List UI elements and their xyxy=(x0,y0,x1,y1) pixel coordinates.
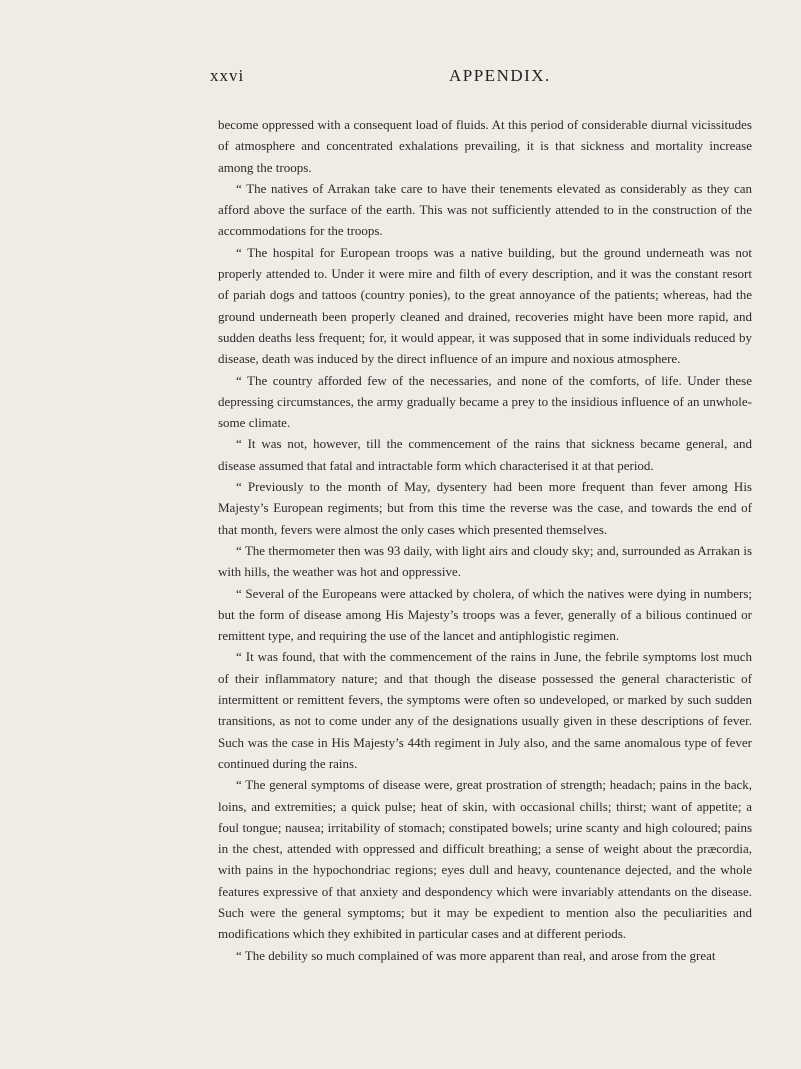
paragraph: “ The hospital for European troops was a native building, but the ground underneath was not properly attended to. Under it were mire and filth of every description, and it was the constant resort of pariah dogs and tattoos (country ponies), to the great annoyance of the patients; whereas, had the ground underneath been properly cleaned and drained, recoveries might have been more rapid, and sudden deaths less frequent; for, it would appear, it was supposed that in some individuals reduced by disease, death was induced by the direct influence of an impure and noxious atmosphere. xyxy=(218,244,752,367)
paragraph: “ Previously to the month of May, dysentery had been more frequent than fever among His Majesty’s European regiments; but from this time the reverse was the case, and towards the end of that month, fevers were almost the only cases which presented themselves. xyxy=(218,479,752,537)
paragraph: “ The country afforded few of the necessaries, and none of the comforts, of life. Under these depressing circumstances, the army gradually became a prey to the insidious influence of an unwholesome climate. xyxy=(218,372,752,431)
paragraph: “ The thermometer then was 93 daily, with light airs and cloudy sky; and, surrounded as Arrakan is with hills, the weather was hot and oppressive. xyxy=(218,542,752,580)
paragraph: “ The general symptoms of disease were, great prostration of strength; headach; pains in the back, loins, and extremities; a quick pulse; heat of skin, with occasional chills; thirst; want of appetite; a foul tongue; nausea; irritability of stomach; constipated bowels; urine scanty and high coloured; pains in the chest, attended with oppressed and difficult breathing; a sense of weight about the præcordia, with pains in the hypochondriac regions; eyes dull and heavy, countenance dejected, and the whole features expressive of that anxiety and despondency which were invariably attendants on the disease. Such were the general symptoms; but it may be expedient to mention also the peculiarities and modifications which they exhibited in particular cases and at different periods. xyxy=(218,777,752,942)
paragraph: “ Several of the Europeans were attacked by cholera, of which the natives were dying in numbers; but the form of disease among His Majesty’s troops was a fever, generally of a bilious continued or remittent type, and requiring the use of the lancet and antiphlogistic regimen. xyxy=(218,585,752,644)
paragraph: “ The debility so much complained of was more apparent than real, and arose from the great xyxy=(236,947,716,963)
page-number: xxvi xyxy=(210,66,245,85)
running-title: APPENDIX. xyxy=(449,66,551,85)
paragraph: “ It was not, however, till the commencement of the rains that sickness became general, and disease assumed that fatal and intractable form which characterised it at that period. xyxy=(218,436,752,473)
paragraph: “ It was found, that with the commencement of the rains in June, the febrile symptoms lost much of their inflammatory nature; and that though the disease possessed the general characteristic of intermittent or remittent fevers, the symptoms were often so undeveloped, or marked by such sudden transitions, as not to come under any of the designations usually given in these descriptions of fever. Such was the case in His Majesty’s 44th regiment in July also, and the same anomalous type of fever continued during the rains. xyxy=(218,649,752,771)
body-text xyxy=(218,114,752,966)
paragraph: become oppressed with a consequent load of fluids. At this period of considerable diurnal vicissitudes of atmosphere and concentrated exhalations prevailing, it is that sickness and mortality increase among the troops. xyxy=(218,117,752,175)
page-header xyxy=(210,66,752,88)
paragraph: “ The natives of Arrakan take care to have their tenements elevated as considerably as they can afford above the surface of the earth. This was not sufficiently attended to in the construction of the accommodations for the troops. xyxy=(218,180,752,239)
